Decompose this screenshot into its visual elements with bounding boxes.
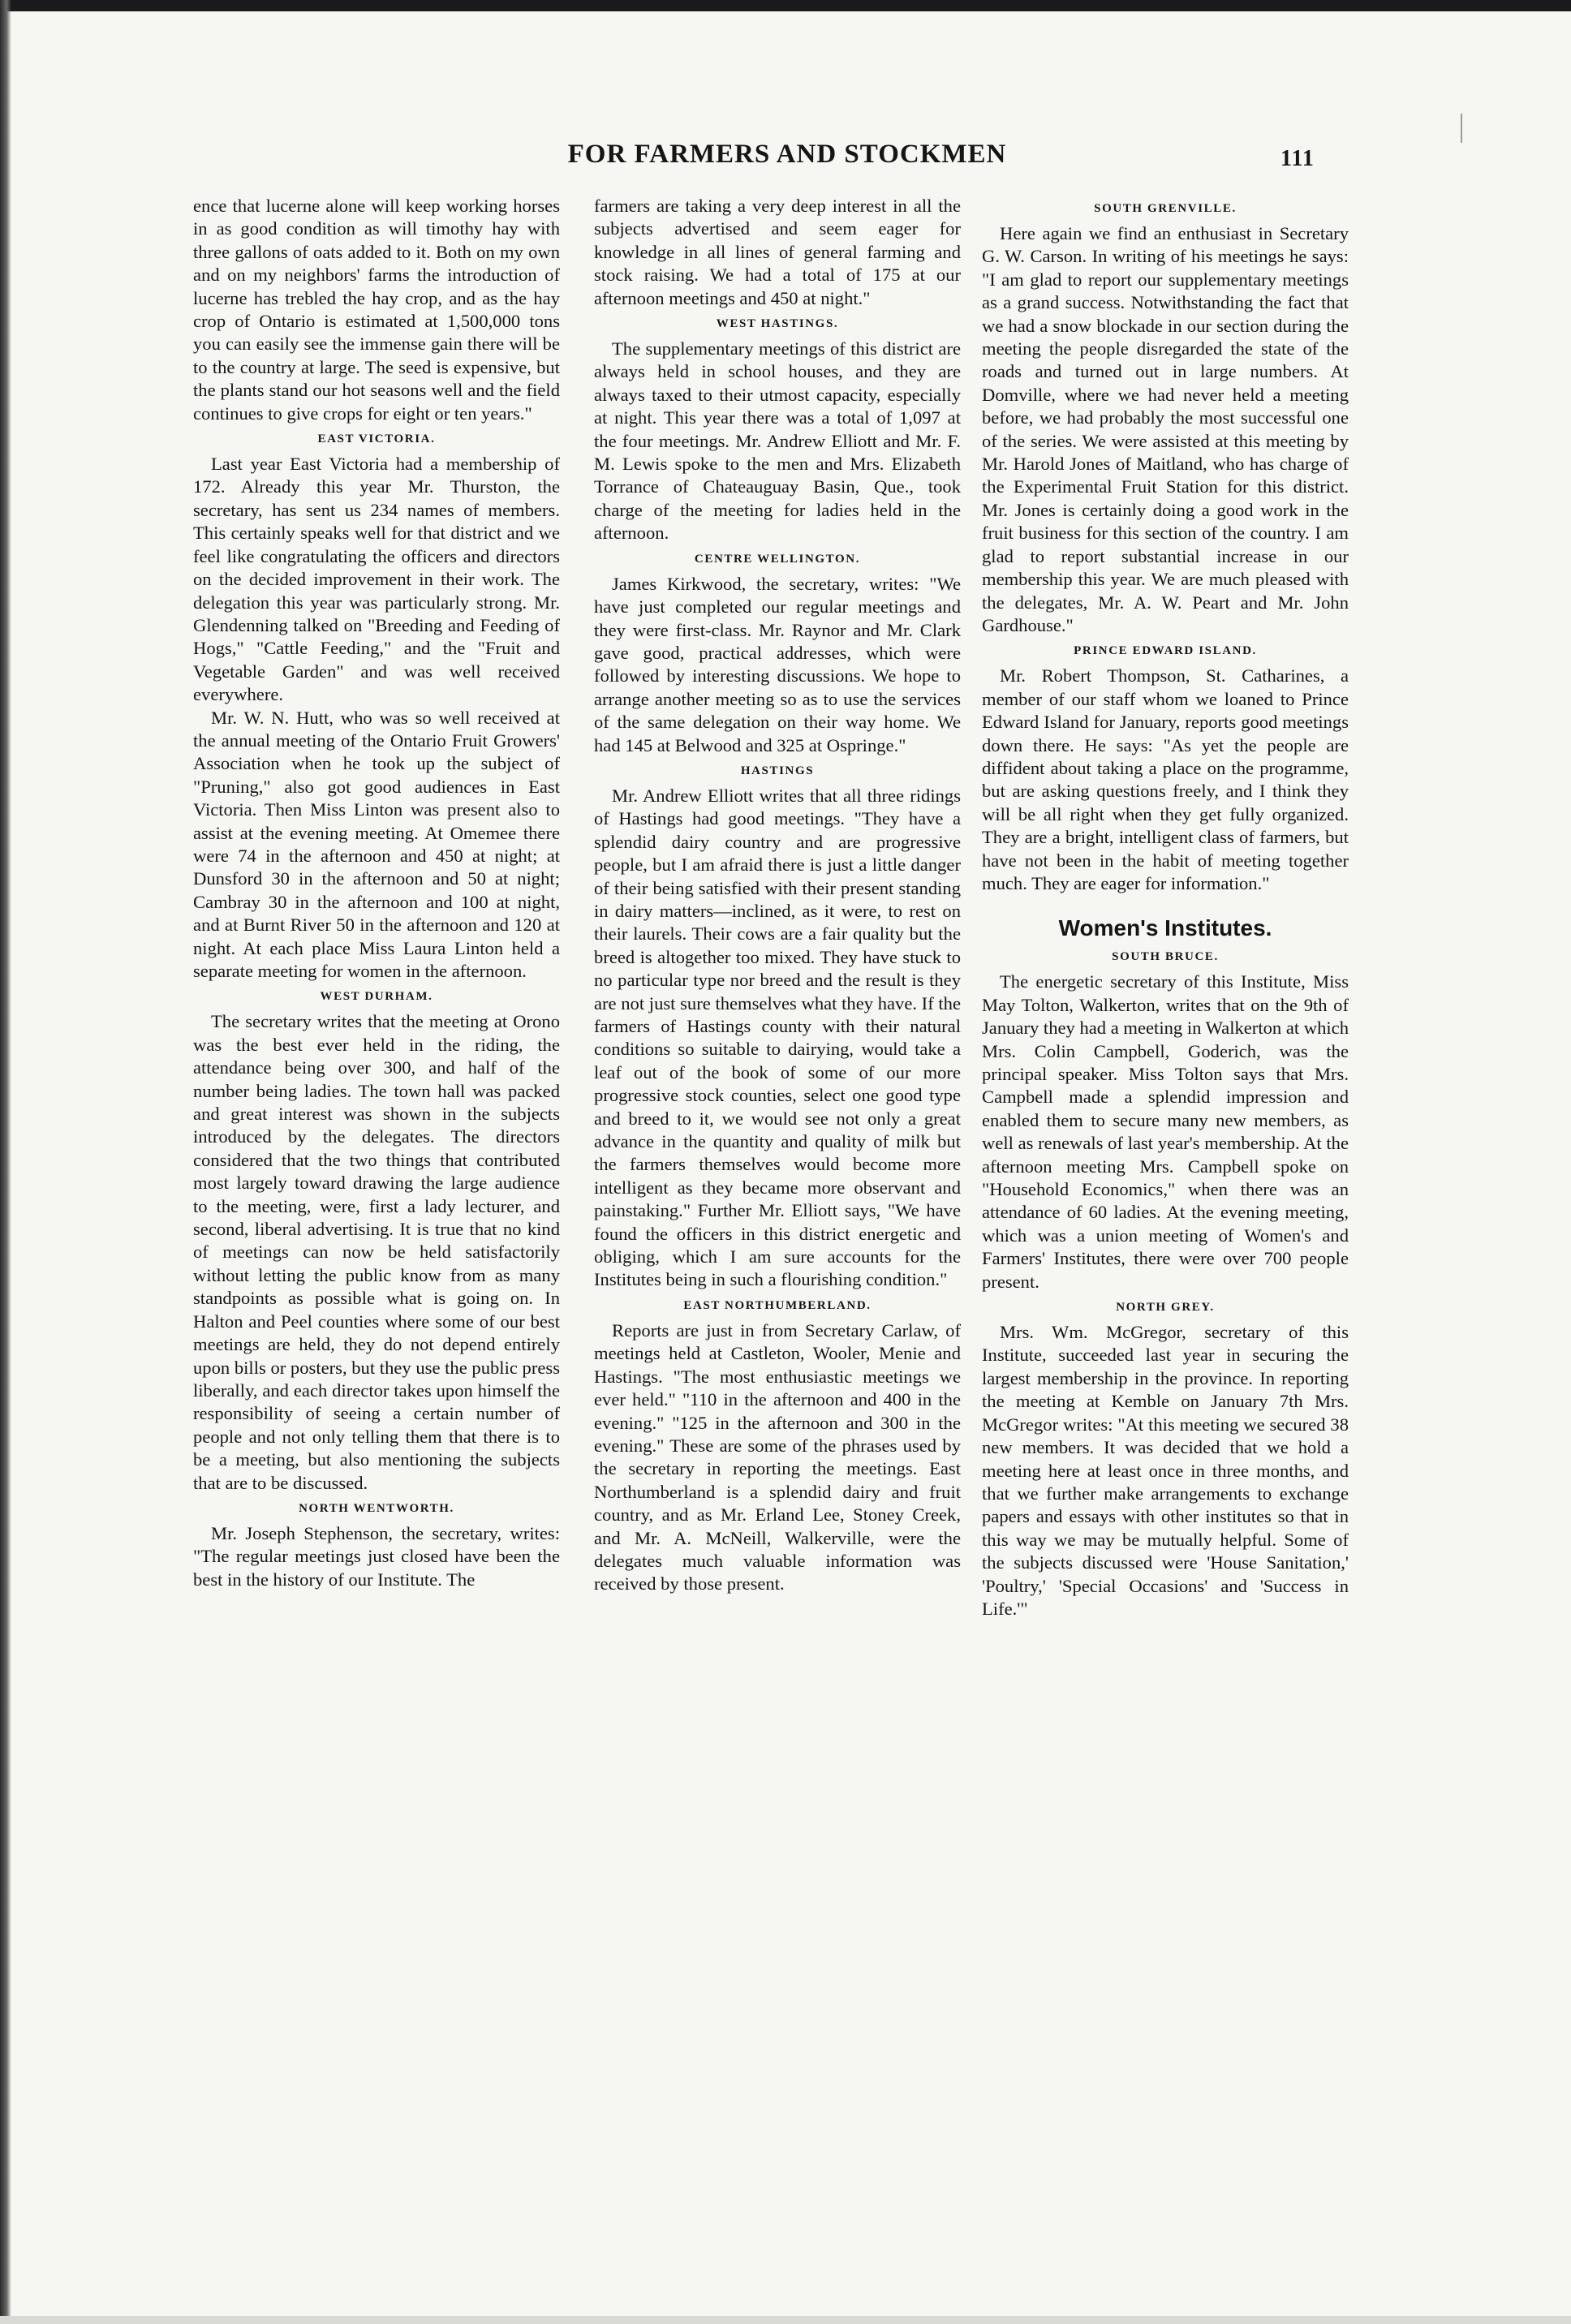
section-heading: NORTH WENTWORTH. xyxy=(299,1501,454,1515)
article-paragraph: Here again we find an enthusiast in Secretary G. W. Carson. In writing of his meetings he says: "I am glad to report our supplementary meetings as a grand success. Notwithstanding the fact that we had a snow blockade in our section during the meeting the people disregarded the state of the roads and turned out in large numbers. At Domville, where we had never held a meeting before, we had probably the most successful one of the series. We were assisted at this meeting by Mr. Harold Jones of Maitland, who has charge of the Experimental Fruit Station for this district. Mr. Jones is certainly doing a good work in the fruit business for this section of the country. I am glad to report substantial increase in our membership this year. We are much pleased with the delegates, Mr. A. W. Peart and Mr. John Gardhouse." xyxy=(982,223,1349,635)
womens-institutes-heading: Women's Institutes. xyxy=(1058,915,1272,941)
scan-border-left xyxy=(0,0,11,2324)
section-heading: PRINCE EDWARD ISLAND. xyxy=(1074,644,1257,658)
section-heading: WEST DURHAM. xyxy=(320,990,433,1004)
article-paragraph: The secretary writes that the meeting at Orono was the best ever held in the riding, the attendance being over 300, and half of the number being ladies. The town hall was packed and great interest was shown in the subjects introduced by the delegates. The directors considered that the two things that contributed most largely toward drawing the large audience to the meeting, were, first a lady lecturer, and second, liberal advertising. It is true that no kind of meetings can now be held satisfactorily without letting the public know from as many standpoints as possible what is going on. In Halton and Peel counties where some of our best meetings are held, they do not depend entirely upon bills or posters, but they use the public press liberally, and each director takes upon himself the responsibility of seeing a certain number of people and not only telling them that there is to be a meeting, but also mentioning the subjects that are to be discussed. xyxy=(193,1011,560,1493)
article-paragraph: James Kirkwood, the secretary, writes: "We have just completed our regular meetings and they were first-class. Mr. Raynor and Mr. Clark gave good, practical addresses, which were followed by interesting discussions. We hope to arrange another meeting so as to use the services of the same delegation on their way home. We had 145 at Belwood and 325 at Ospringe." xyxy=(594,573,961,755)
column-2 xyxy=(594,195,961,1596)
article-paragraph: Mr. Joseph Stephenson, the secretary, writes: "The regular meetings just closed have been the best in the history of our Institute. The xyxy=(193,1522,560,1590)
section-heading: EAST VICTORIA. xyxy=(317,433,436,446)
article-paragraph: farmers are taking a very deep interest in all the subjects advertised and seem eager for knowledge in all lines of general farming and stock raising. We had a total of 175 at our afternoon meetings and 450 at night." xyxy=(594,196,961,308)
section-heading: SOUTH GRENVILLE. xyxy=(1094,202,1237,215)
section-heading: NORTH GREY. xyxy=(1116,1301,1215,1315)
page-number: 111 xyxy=(1280,146,1315,171)
article-paragraph: Mr. Andrew Elliott writes that all three ridings of Hastings had good meetings. "They have a splendid dairy country and are progressive people, but I am afraid there is just a little danger of their being satisfied with their present standing in dairy matters—inclined, as it were, to rest on their laurels. Their cows are a fair quality but the breed is altogether too mixed. They have stuck to no particular type nor breed and the result is they are not just sure themselves what they have. If the farmers of Hastings county with their natural conditions so suitable to dairying, would take a leaf out of the book of some of our more progressive stock counties, select one good type and breed to it, we would see not only a great advance in the quantity and quality of milk but the farmers themselves would become more intelligent as they became more observant and painstaking." Further Mr. Elliott says, "We have found the officers in this district energetic and obliging, which I am sure accounts for the Institutes being in such a flourishing condition." xyxy=(594,785,961,1290)
running-head: FOR FARMERS AND STOCKMEN xyxy=(567,140,1007,169)
article-paragraph: Reports are just in from Secretary Carlaw, of meetings held at Castleton, Wooler, Menie and Hastings. "The most enthusiastic meetings we ever held." "110 in the afternoon and 400 in the evening." "125 in the afternoon and 300 in the evening." These are some of the phrases used by the secretary in reporting the meetings. East Northumberland is a splendid dairy and fruit country, and as Mr. Erland Lee, Stoney Creek, and Mr. A. McNeill, Walkerville, were the delegates much valuable information was received by those present. xyxy=(594,1319,961,1595)
article-paragraph: Mr. W. N. Hutt, who was so well received at the annual meeting of the Ontario Fruit Growers' Association when he took up the subject of "Pruning," also got good audiences in East Victoria. Then Miss Linton was present also to assist at the evening meeting. At Omemee there were 74 in the afternoon and 450 at night; at Dunsford 30 in the afternoon and 50 at night; Cambray 30 in the afternoon and 100 at night, and at Burnt River 50 in the afternoon and 120 at night. At each place Miss Laura Linton held a separate meeting for women in the afternoon. xyxy=(193,707,560,981)
section-heading: CENTRE WELLINGTON. xyxy=(694,552,861,566)
scan-border-bottom xyxy=(0,2316,1571,2324)
section-heading: EAST NORTHUMBERLAND. xyxy=(683,1298,872,1312)
article-paragraph: Last year East Victoria had a membership of 172. Already this year Mr. Thurston, the secretary, has sent us 234 names of members. This certainly speaks well for that district and we feel like congratulating the officers and directors on the decided improvement in their work. The delegation this year was particularly strong. Mr. Glendenning talked on "Breeding and Feeding of Hogs," "Cattle Feeding," and the "Fruit and Vegetable Garden" and was well received everywhere. xyxy=(193,454,560,705)
section-heading: WEST HASTINGS. xyxy=(716,317,839,331)
article-paragraph: The energetic secretary of this Institute, Miss May Tolton, Walkerton, writes that on the 9th of January they had a meeting in Walkerton at which Mrs. Colin Campbell, Goderich, was the principal speaker. Miss Tolton says that Mrs. Campbell made a splendid impression and enabled them to secure many new members, as well as renewals of last year's membership. At the afternoon meeting Mrs. Campbell spoke on "Household Economics," when there was an attendance of 60 ladies. At the evening meeting, which was a union meeting of Women's and Farmers' Institutes, there were over 700 people present. xyxy=(982,971,1349,1292)
column-1 xyxy=(193,195,560,1591)
article-paragraph: The supplementary meetings of this district are always held in school houses, and they are always taxed to their utmost capacity, especially at night. This year there was a total of 1,097 at the four meetings. Mr. Andrew Elliott and Mr. F. M. Lewis spoke to the men and Mrs. Elizabeth Torrance of Chateauguay Basin, Que., took charge of the meeting for ladies held in the afternoon. xyxy=(594,338,961,544)
margin-mark xyxy=(1461,114,1462,143)
article-paragraph: Mr. Robert Thompson, St. Catharines, a member of our staff whom we loaned to Prince Edward Island for January, reports good meetings down there. He says: "As yet the people are diffident about taking a place on the programme, but are asking questions freely, and I think they will be all right when they get fully organized. They are a bright, intelligent class of farmers, but have not been in the habit of meeting together much. They are eager for information." xyxy=(982,665,1349,893)
column-3 xyxy=(982,195,1349,1620)
scan-border-top xyxy=(0,0,1571,11)
section-heading: HASTINGS xyxy=(740,764,815,777)
article-paragraph: Mrs. Wm. McGregor, secretary of this Institute, succeeded last year in securing the largest membership in the province. In reporting the meeting at Kemble on January 7th Mrs. McGregor writes: "At this meeting we secured 38 new members. It was decided that we hold a meeting here at least once in three months, and that we further make arrangements to exchange papers and essays with other institutes so that in this way we may be mutually helpful. Some of the subjects discussed were 'House Sanitation,' 'Poultry,' 'Special Occasions' and 'Success in Life.'" xyxy=(982,1322,1349,1619)
section-heading: SOUTH BRUCE. xyxy=(1112,950,1219,964)
article-paragraph: ence that lucerne alone will keep working horses in as good condition as will timothy hay with three gallons of oats added to it. Both on my own and on my neighbors' farms the introduction of lucerne has trebled the hay crop, and as the hay crop of Ontario is estimated at 1,500,000 tons you can easily see the immense gain there will be to the country at large. The seed is expensive, but the plants stand our hot seasons well and the field continues to give crops for eight or ten years." xyxy=(193,196,560,424)
